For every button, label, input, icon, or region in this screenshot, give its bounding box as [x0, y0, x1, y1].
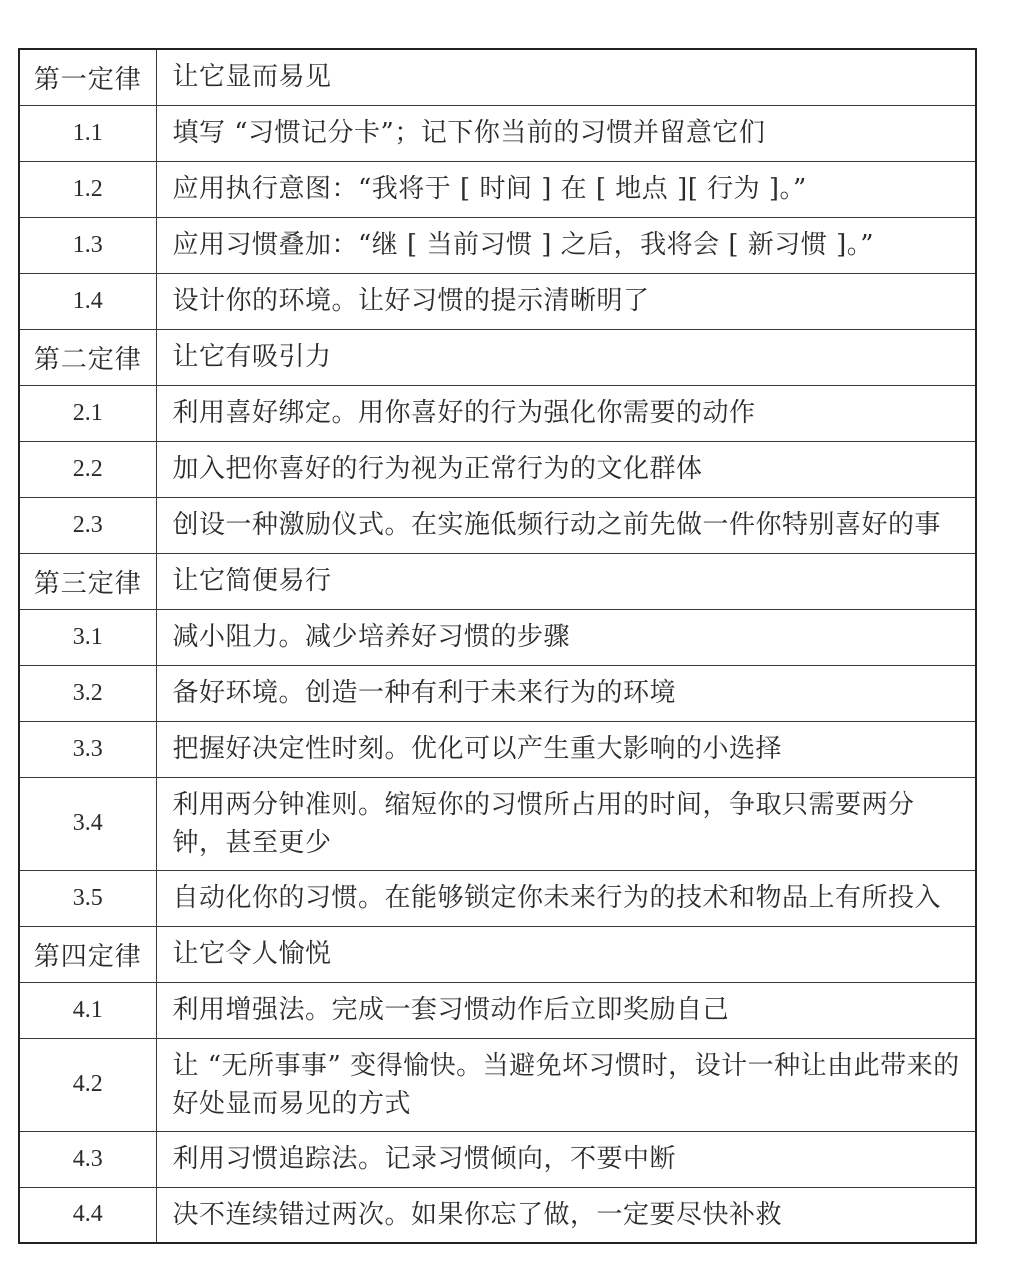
row-text: 让它令人愉悦: [156, 926, 976, 982]
table-row: [19, 870, 976, 926]
law-row: [19, 49, 976, 105]
row-id: 第二定律: [19, 329, 156, 385]
table-row: [19, 1131, 976, 1187]
row-text: 让它有吸引力: [156, 329, 976, 385]
table-row: [19, 1038, 976, 1131]
row-text: 应用习惯叠加：“继 [ 当前习惯 ] 之后，我将会 [ 新习惯 ]。”: [156, 217, 976, 273]
row-id: 3.1: [19, 609, 156, 665]
row-text: 自动化你的习惯。在能够锁定你未来行为的技术和物品上有所投入: [156, 870, 976, 926]
row-text: 应用执行意图：“我将于 [ 时间 ] 在 [ 地点 ][ 行为 ]。”: [156, 161, 976, 217]
law-row: [19, 926, 976, 982]
row-text: 创设一种激励仪式。在实施低频行动之前先做一件你特别喜好的事: [156, 497, 976, 553]
row-id: 3.5: [19, 870, 156, 926]
row-id: 3.3: [19, 721, 156, 777]
row-id: 4.4: [19, 1187, 156, 1243]
row-id: 1.3: [19, 217, 156, 273]
row-id: 3.2: [19, 665, 156, 721]
row-text: 备好环境。创造一种有利于未来行为的环境: [156, 665, 976, 721]
row-text: 让它显而易见: [156, 49, 976, 105]
row-text: 减小阻力。减少培养好习惯的步骤: [156, 609, 976, 665]
row-id: 第三定律: [19, 553, 156, 609]
table-row: [19, 273, 976, 329]
table-row: [19, 161, 976, 217]
row-id: 2.1: [19, 385, 156, 441]
row-id: 1.1: [19, 105, 156, 161]
row-id: 1.2: [19, 161, 156, 217]
row-id: 2.2: [19, 441, 156, 497]
row-id: 4.2: [19, 1038, 156, 1131]
table-row: [19, 665, 976, 721]
row-id: 3.4: [19, 777, 156, 870]
row-text: 决不连续错过两次。如果你忘了做，一定要尽快补救: [156, 1187, 976, 1243]
row-text: 利用习惯追踪法。记录习惯倾向，不要中断: [156, 1131, 976, 1187]
row-text: 利用喜好绑定。用你喜好的行为强化你需要的动作: [156, 385, 976, 441]
row-text: 设计你的环境。让好习惯的提示清晰明了: [156, 273, 976, 329]
habit-laws-table: [18, 48, 977, 1244]
table-row: [19, 721, 976, 777]
row-text: 把握好决定性时刻。优化可以产生重大影响的小选择: [156, 721, 976, 777]
table-row: [19, 385, 976, 441]
row-text: 让 “无所事事” 变得愉快。当避免坏习惯时，设计一种让由此带来的好处显而易见的方式: [156, 1038, 976, 1131]
row-id: 4.1: [19, 982, 156, 1038]
row-id: 2.3: [19, 497, 156, 553]
law-row: [19, 553, 976, 609]
law-row: [19, 329, 976, 385]
row-text: 利用两分钟准则。缩短你的习惯所占用的时间，争取只需要两分钟，甚至更少: [156, 777, 976, 870]
row-text: 加入把你喜好的行为视为正常行为的文化群体: [156, 441, 976, 497]
table-row: [19, 777, 976, 870]
table-row: [19, 217, 976, 273]
row-text: 让它简便易行: [156, 553, 976, 609]
row-id: 1.4: [19, 273, 156, 329]
table-row: [19, 982, 976, 1038]
table-row: [19, 609, 976, 665]
row-id: 第四定律: [19, 926, 156, 982]
row-id: 第一定律: [19, 49, 156, 105]
table-row: [19, 105, 976, 161]
table-row: [19, 441, 976, 497]
table-row: [19, 497, 976, 553]
table-row: [19, 1187, 976, 1243]
row-text: 填写 “习惯记分卡”；记下你当前的习惯并留意它们: [156, 105, 976, 161]
row-id: 4.3: [19, 1131, 156, 1187]
row-text: 利用增强法。完成一套习惯动作后立即奖励自己: [156, 982, 976, 1038]
